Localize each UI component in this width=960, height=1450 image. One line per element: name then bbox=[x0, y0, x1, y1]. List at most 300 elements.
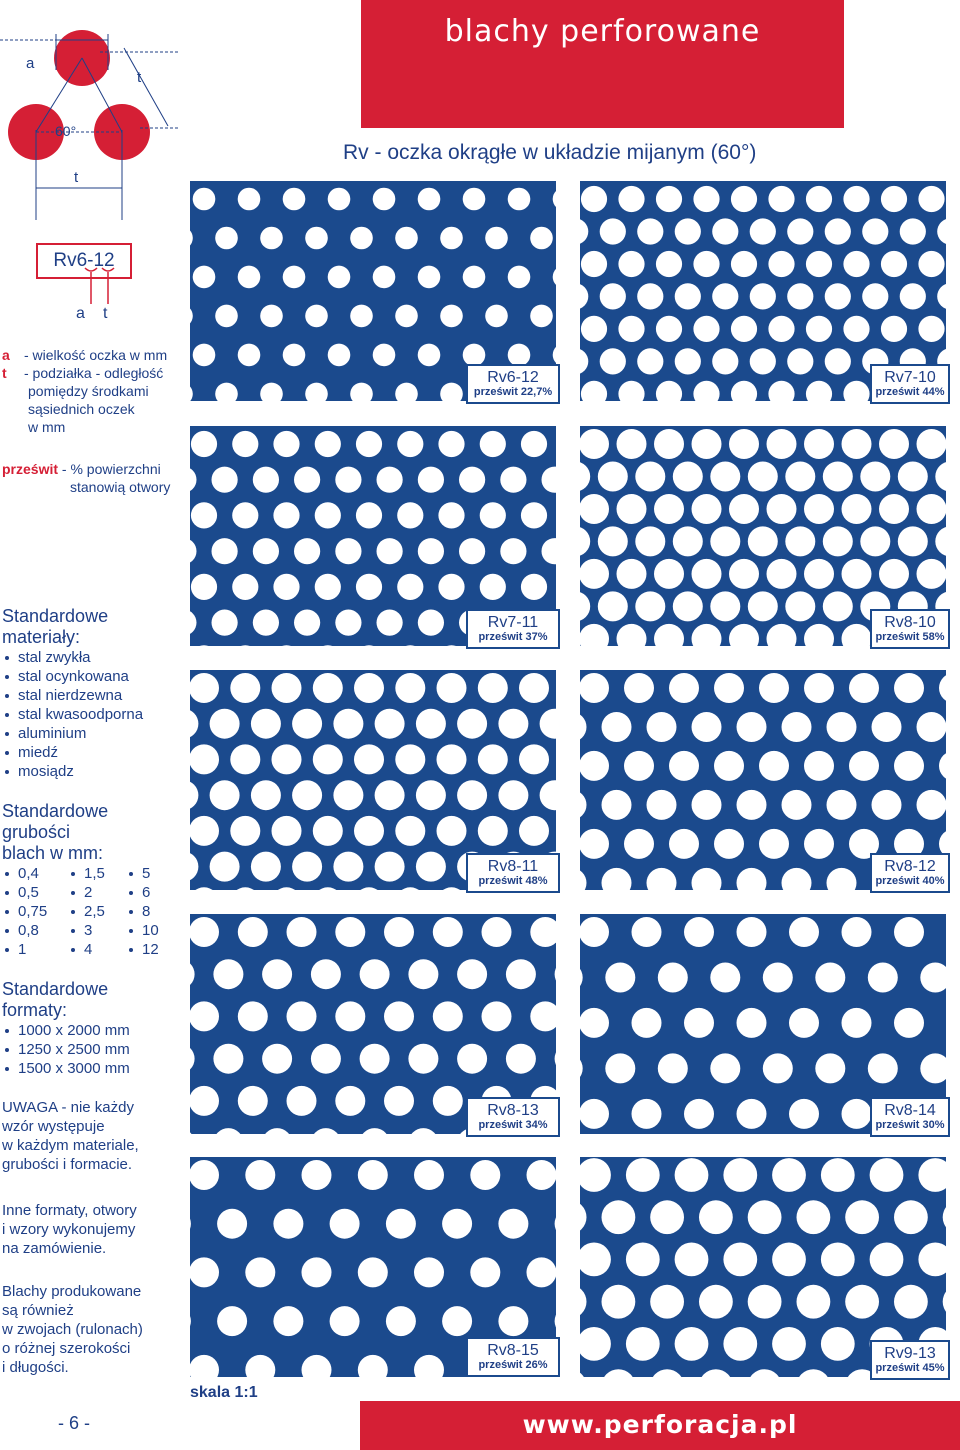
perforation-hole bbox=[632, 1099, 662, 1129]
perforation-hole bbox=[191, 574, 217, 600]
perforation-hole bbox=[731, 316, 757, 342]
perforation-hole bbox=[508, 188, 531, 211]
perforation-hole bbox=[395, 227, 418, 250]
perforation-hole bbox=[825, 218, 851, 244]
perforation-hole bbox=[894, 751, 924, 781]
perforation-hole bbox=[935, 526, 946, 556]
perforation-hole bbox=[759, 673, 789, 703]
perforation-hole bbox=[842, 917, 872, 947]
perforation-hole bbox=[230, 673, 260, 703]
perforation-hole bbox=[787, 218, 813, 244]
perforation-hole bbox=[917, 790, 947, 820]
perforation-hole bbox=[397, 645, 423, 646]
perforation-hole bbox=[654, 559, 684, 589]
perforation-hole bbox=[253, 610, 279, 636]
perforation-hole bbox=[416, 780, 446, 810]
perforation-hole bbox=[823, 591, 853, 621]
note-line: grubości i formacie. bbox=[2, 1156, 133, 1173]
perforation-hole bbox=[527, 1257, 557, 1287]
thickness-value: 2,5 bbox=[68, 902, 126, 921]
perforation-hole bbox=[350, 227, 373, 250]
perforation-hole bbox=[253, 538, 279, 564]
perforation-hole bbox=[506, 959, 536, 989]
perforation-hole bbox=[669, 829, 699, 859]
perforation-hole bbox=[190, 1209, 191, 1239]
sample-code: Rv7-11 bbox=[487, 614, 539, 631]
perforation-hole bbox=[251, 780, 281, 810]
perforation-hole bbox=[684, 917, 714, 947]
legend-przeswit-key: prześwit bbox=[2, 461, 59, 477]
perforation-hole bbox=[870, 1158, 904, 1192]
note-line: w zwojach (rulonach) bbox=[2, 1321, 143, 1338]
perforation-hole bbox=[193, 344, 216, 367]
perforation-hole bbox=[232, 431, 258, 457]
perforation-hole bbox=[605, 963, 635, 993]
sample-open-area: prześwit 48% bbox=[478, 875, 548, 887]
note-line: i wzory wykonujemy bbox=[2, 1221, 136, 1238]
perforation-hole bbox=[190, 383, 193, 401]
perforation-hole bbox=[238, 266, 261, 289]
perforation-hole bbox=[262, 1044, 292, 1074]
perforation-hole bbox=[937, 283, 946, 309]
perforation-hole bbox=[354, 816, 384, 846]
perforation-hole bbox=[287, 917, 317, 947]
perforation-hole bbox=[333, 852, 363, 882]
perforation-hole bbox=[626, 1327, 660, 1361]
perforation-panel bbox=[580, 181, 946, 401]
perforation-hole bbox=[212, 538, 238, 564]
perforation-hole bbox=[714, 829, 744, 859]
perforation-hole bbox=[580, 1243, 611, 1277]
perforation-hole bbox=[748, 1200, 782, 1234]
perforation-hole bbox=[358, 1257, 388, 1287]
perforation-hole bbox=[842, 559, 872, 589]
perforation-hole bbox=[433, 1086, 463, 1116]
perforation-hole bbox=[842, 429, 872, 459]
perforation-hole bbox=[386, 1209, 416, 1239]
perforation-hole bbox=[654, 494, 684, 524]
perforation-hole bbox=[190, 887, 219, 890]
list-item: 1250 x 2500 mm bbox=[2, 1040, 182, 1059]
perforation-hole bbox=[498, 709, 528, 739]
perforation-hole bbox=[693, 381, 719, 401]
perforation-hole bbox=[804, 624, 834, 646]
perforation-hole bbox=[768, 381, 794, 401]
perforation-hole bbox=[699, 1200, 733, 1234]
perforation-hole bbox=[397, 502, 423, 528]
perforation-hole bbox=[693, 316, 719, 342]
perforation-hole bbox=[849, 751, 879, 781]
perforation-hole bbox=[440, 383, 463, 401]
list-item: stal ocynkowana bbox=[2, 667, 182, 686]
perforation-hole bbox=[273, 431, 299, 457]
rolls-note bbox=[2, 1282, 182, 1377]
perforation-hole bbox=[273, 574, 299, 600]
perforation-hole bbox=[459, 467, 485, 493]
sample-open-area: prześwit 22,7% bbox=[473, 386, 553, 398]
perforation-hole bbox=[418, 610, 444, 636]
perforation-hole bbox=[692, 494, 722, 524]
perforation-hole bbox=[827, 712, 857, 742]
perforation-hole bbox=[350, 305, 373, 328]
perforation-hole bbox=[580, 494, 609, 524]
perforation-hole bbox=[580, 526, 590, 556]
uwaga-note bbox=[2, 1098, 182, 1174]
perforation-hole bbox=[375, 709, 405, 739]
perforation-hole bbox=[190, 1257, 219, 1287]
perforation-hole bbox=[580, 1158, 611, 1192]
perforation-hole bbox=[395, 816, 425, 846]
perforation-hole bbox=[190, 1355, 219, 1377]
perforation-hole bbox=[190, 959, 195, 989]
perforation-hole bbox=[273, 1209, 303, 1239]
perforation-hole bbox=[190, 1160, 219, 1190]
perforation-hole bbox=[230, 744, 260, 774]
perforation-panel bbox=[580, 670, 946, 890]
perforation-hole bbox=[617, 494, 647, 524]
perforation-hole bbox=[872, 790, 902, 820]
legend-t-line: w mm bbox=[28, 419, 66, 435]
code-legend-a: a bbox=[76, 305, 85, 322]
perforation-hole bbox=[414, 1257, 444, 1287]
perforation-hole bbox=[637, 348, 663, 374]
sample-label bbox=[870, 1340, 950, 1380]
perforation-hole bbox=[555, 1306, 556, 1336]
perforation-hole bbox=[416, 709, 446, 739]
perforation-hole bbox=[900, 283, 926, 309]
perforation-hole bbox=[384, 917, 414, 947]
perforation-hole bbox=[900, 218, 926, 244]
perforation-hole bbox=[333, 780, 363, 810]
perforation-hole bbox=[710, 963, 740, 993]
perforation-hole bbox=[748, 1285, 782, 1319]
perforation-hole bbox=[939, 751, 946, 781]
perforation-hole bbox=[879, 494, 909, 524]
materials-heading bbox=[2, 606, 182, 648]
perforation-hole bbox=[737, 917, 767, 947]
perforation-hole bbox=[624, 673, 654, 703]
perforation-hole bbox=[330, 1306, 360, 1336]
perforation-panel bbox=[580, 914, 946, 1134]
perforation-hole bbox=[210, 852, 240, 882]
perforation-hole bbox=[238, 917, 268, 947]
perforation-panel bbox=[190, 914, 556, 1134]
perforation-hole bbox=[482, 917, 512, 947]
perforation-hole bbox=[384, 1001, 414, 1031]
perforation-hole bbox=[868, 963, 898, 993]
perforation-hole bbox=[287, 1001, 317, 1031]
perforation-hole bbox=[191, 502, 217, 528]
perforation-hole bbox=[632, 1008, 662, 1038]
perforation-hole bbox=[918, 186, 944, 212]
website-link[interactable]: www.perforacja.pl bbox=[522, 1410, 798, 1439]
sample-label bbox=[870, 364, 950, 404]
perforation-hole bbox=[860, 526, 890, 556]
perforation-hole bbox=[519, 816, 549, 846]
perforation-hole bbox=[245, 1257, 275, 1287]
perforation-hole bbox=[354, 673, 384, 703]
perforation-hole bbox=[553, 188, 556, 211]
perforation-hole bbox=[602, 1285, 636, 1319]
perforation-hole bbox=[251, 852, 281, 882]
perforation-hole bbox=[311, 1128, 341, 1134]
formats-section bbox=[2, 979, 182, 1078]
perforation-hole bbox=[870, 1243, 904, 1277]
perforation-hole bbox=[675, 283, 701, 309]
perforation-hole bbox=[375, 852, 405, 882]
perforation-hole bbox=[500, 467, 526, 493]
perforation-hole bbox=[581, 186, 607, 212]
sample-code: Rv8-10 bbox=[884, 614, 936, 631]
sample-open-area: prześwit 44% bbox=[875, 386, 945, 398]
perforation-hole bbox=[618, 186, 644, 212]
perforation-hole bbox=[360, 1128, 390, 1134]
perforation-hole bbox=[555, 959, 556, 989]
perforation-hole bbox=[600, 348, 626, 374]
perforation-hole bbox=[580, 462, 590, 492]
perforation-hole bbox=[294, 467, 320, 493]
perforation-hole bbox=[699, 1285, 733, 1319]
perforation-panel bbox=[190, 181, 556, 401]
perforation-hole bbox=[521, 431, 547, 457]
perforation-hole bbox=[191, 645, 217, 646]
sample-code: Rv6-12 bbox=[487, 369, 539, 386]
perforation-hole bbox=[335, 467, 361, 493]
perforation-hole bbox=[210, 709, 240, 739]
perforation-hole bbox=[692, 429, 722, 459]
perforation-hole bbox=[580, 591, 590, 621]
perforation-hole bbox=[498, 1306, 528, 1336]
perforation-hole bbox=[787, 283, 813, 309]
list-item: mosiądz bbox=[2, 762, 182, 781]
perforation-hole bbox=[457, 780, 487, 810]
perforation-hole bbox=[656, 381, 682, 401]
perforation-hole bbox=[937, 218, 946, 244]
perforation-hole bbox=[748, 591, 778, 621]
perforation-hole bbox=[894, 673, 924, 703]
perforation-hole bbox=[729, 494, 759, 524]
perforation-hole bbox=[842, 624, 872, 646]
sample-open-area: prześwit 40% bbox=[875, 875, 945, 887]
perforation-hole bbox=[414, 1355, 444, 1377]
section-subtitle: Rv - oczka okrągłe w układzie mijanym (60°) bbox=[343, 141, 757, 164]
perforation-hole bbox=[294, 538, 320, 564]
perforation-hole bbox=[748, 526, 778, 556]
perforation-hole bbox=[675, 1243, 709, 1277]
perforation-hole bbox=[356, 431, 382, 457]
perforation-hole bbox=[669, 751, 699, 781]
legend-t-key: t bbox=[2, 365, 7, 381]
perforation-hole bbox=[395, 673, 425, 703]
perforation-hole bbox=[693, 251, 719, 277]
perforation-hole bbox=[485, 227, 508, 250]
sample-open-area: prześwit 30% bbox=[875, 1119, 945, 1131]
perforation-hole bbox=[519, 673, 549, 703]
perforation-hole bbox=[580, 218, 588, 244]
formats-heading-line: Standardowe bbox=[2, 979, 109, 999]
perforation-hole bbox=[356, 645, 382, 646]
perforation-hole bbox=[283, 188, 306, 211]
sample-label bbox=[466, 853, 560, 893]
perforation-hole bbox=[723, 1243, 757, 1277]
sample-label bbox=[870, 609, 950, 649]
perforation-hole bbox=[782, 790, 812, 820]
perforation-hole bbox=[438, 645, 464, 646]
perforation-hole bbox=[360, 1044, 390, 1074]
sample-open-area: prześwit 34% bbox=[478, 1119, 548, 1131]
perforation-hole bbox=[737, 790, 767, 820]
perforation-hole bbox=[262, 1128, 292, 1134]
perforation-hole bbox=[384, 1086, 414, 1116]
perforation-hole bbox=[737, 868, 767, 890]
perforation-hole bbox=[375, 780, 405, 810]
perforation-hole bbox=[580, 790, 587, 820]
perforation-hole bbox=[943, 1285, 946, 1319]
perforation-hole bbox=[500, 538, 526, 564]
sample-label bbox=[870, 853, 950, 893]
perforation-hole bbox=[190, 917, 219, 947]
perforation-hole bbox=[656, 316, 682, 342]
hole-layout-diagram bbox=[0, 30, 200, 220]
perforation-hole bbox=[789, 1099, 819, 1129]
perforation-hole bbox=[438, 431, 464, 457]
perforation-hole bbox=[315, 645, 341, 646]
perforation-hole bbox=[768, 316, 794, 342]
sample-label bbox=[466, 609, 560, 649]
perforation-hole bbox=[797, 1285, 831, 1319]
perforation-hole bbox=[600, 218, 626, 244]
perforation-hole bbox=[555, 1044, 556, 1074]
perforation-hole bbox=[232, 502, 258, 528]
perforation-hole bbox=[650, 1200, 684, 1234]
perforation-hole bbox=[862, 283, 888, 309]
materials-heading-line: Standardowe bbox=[2, 606, 109, 626]
perforation-hole bbox=[898, 462, 928, 492]
perforation-hole bbox=[457, 1044, 487, 1074]
perforation-hole bbox=[437, 887, 467, 890]
perforation-hole bbox=[750, 348, 776, 374]
perforation-hole bbox=[635, 462, 665, 492]
perforation-hole bbox=[437, 744, 467, 774]
perforation-hole bbox=[354, 887, 384, 890]
perforation-hole bbox=[692, 868, 722, 890]
perforation-hole bbox=[440, 305, 463, 328]
perforation-hole bbox=[540, 709, 556, 739]
perforation-hole bbox=[478, 744, 508, 774]
perforation-hole bbox=[920, 963, 946, 993]
custom-order-note bbox=[2, 1201, 182, 1258]
perforation-hole bbox=[763, 1053, 793, 1083]
perforation-hole bbox=[397, 431, 423, 457]
perforation-hole bbox=[656, 186, 682, 212]
perforation-hole bbox=[580, 429, 609, 459]
perforation-hole bbox=[684, 1008, 714, 1038]
perforation-hole bbox=[521, 502, 547, 528]
perforation-hole bbox=[508, 344, 531, 367]
perforation-hole bbox=[408, 959, 438, 989]
perforation-hole bbox=[190, 1086, 219, 1116]
perforation-hole bbox=[213, 1128, 243, 1134]
sample-label bbox=[466, 1097, 560, 1137]
perforation-hole bbox=[675, 1327, 709, 1361]
sample-code: Rv8-15 bbox=[487, 1342, 539, 1359]
perforation-hole bbox=[356, 574, 382, 600]
perforation-hole bbox=[213, 1044, 243, 1074]
perforation-hole bbox=[433, 917, 463, 947]
perforation-hole bbox=[881, 316, 907, 342]
perforation-hole bbox=[617, 624, 647, 646]
thickness-value: 3 bbox=[68, 921, 126, 940]
perforation-hole bbox=[272, 673, 302, 703]
perforation-hole bbox=[232, 574, 258, 600]
perforation-hole bbox=[272, 744, 302, 774]
perforation-hole bbox=[750, 218, 776, 244]
perforation-panel bbox=[190, 426, 556, 646]
sample-code: Rv8-11 bbox=[487, 858, 539, 875]
perforation-hole bbox=[673, 526, 703, 556]
perforation-hole bbox=[729, 624, 759, 646]
perforation-hole bbox=[759, 751, 789, 781]
perforation-hole bbox=[712, 283, 738, 309]
perforation-hole bbox=[729, 559, 759, 589]
sample-open-area: prześwit 37% bbox=[478, 631, 548, 643]
perforation-hole bbox=[190, 1306, 191, 1336]
thickness-value: 0,4 bbox=[2, 864, 68, 883]
perforation-hole bbox=[457, 959, 487, 989]
header-banner bbox=[361, 0, 844, 128]
materials-list bbox=[2, 648, 182, 781]
perforation-hole bbox=[637, 283, 663, 309]
thickness-heading-line: blach w mm: bbox=[2, 843, 104, 863]
perforation-hole bbox=[540, 780, 556, 810]
perforation-hole bbox=[580, 751, 609, 781]
legend-przeswit bbox=[2, 460, 192, 496]
perforation-hole bbox=[416, 852, 446, 882]
perforation-hole bbox=[842, 1008, 872, 1038]
note-line: Inne formaty, otwory bbox=[2, 1202, 137, 1219]
perforation-hole bbox=[335, 1086, 365, 1116]
perforation-hole bbox=[804, 494, 834, 524]
perforation-hole bbox=[442, 1209, 472, 1239]
perforation-hole bbox=[212, 610, 238, 636]
perforation-hole bbox=[190, 305, 193, 328]
perforation-hole bbox=[654, 624, 684, 646]
perforation-hole bbox=[530, 305, 553, 328]
formats-heading-line: formaty: bbox=[2, 1000, 68, 1020]
perforation-hole bbox=[650, 1285, 684, 1319]
perforation-hole bbox=[273, 502, 299, 528]
legend-t-line: pomiędzy środkami bbox=[28, 383, 149, 399]
perforation-hole bbox=[626, 1158, 660, 1192]
perforation-hole bbox=[217, 1306, 247, 1336]
perforation-hole bbox=[647, 712, 677, 742]
perforation-hole bbox=[712, 218, 738, 244]
perforation-hole bbox=[230, 816, 260, 846]
perforation-hole bbox=[292, 780, 322, 810]
perforation-hole bbox=[635, 591, 665, 621]
perforation-hole bbox=[768, 186, 794, 212]
perforation-hole bbox=[463, 188, 486, 211]
perforation-hole bbox=[710, 526, 740, 556]
perforation-hole bbox=[917, 429, 947, 459]
perforation-hole bbox=[598, 591, 628, 621]
perforation-hole bbox=[737, 1008, 767, 1038]
perforation-hole bbox=[821, 1327, 855, 1361]
note-line: są również bbox=[2, 1302, 74, 1319]
perforation-hole bbox=[580, 1099, 609, 1129]
perforation-hole bbox=[617, 429, 647, 459]
sample-code: Rv7-10 bbox=[884, 369, 936, 386]
